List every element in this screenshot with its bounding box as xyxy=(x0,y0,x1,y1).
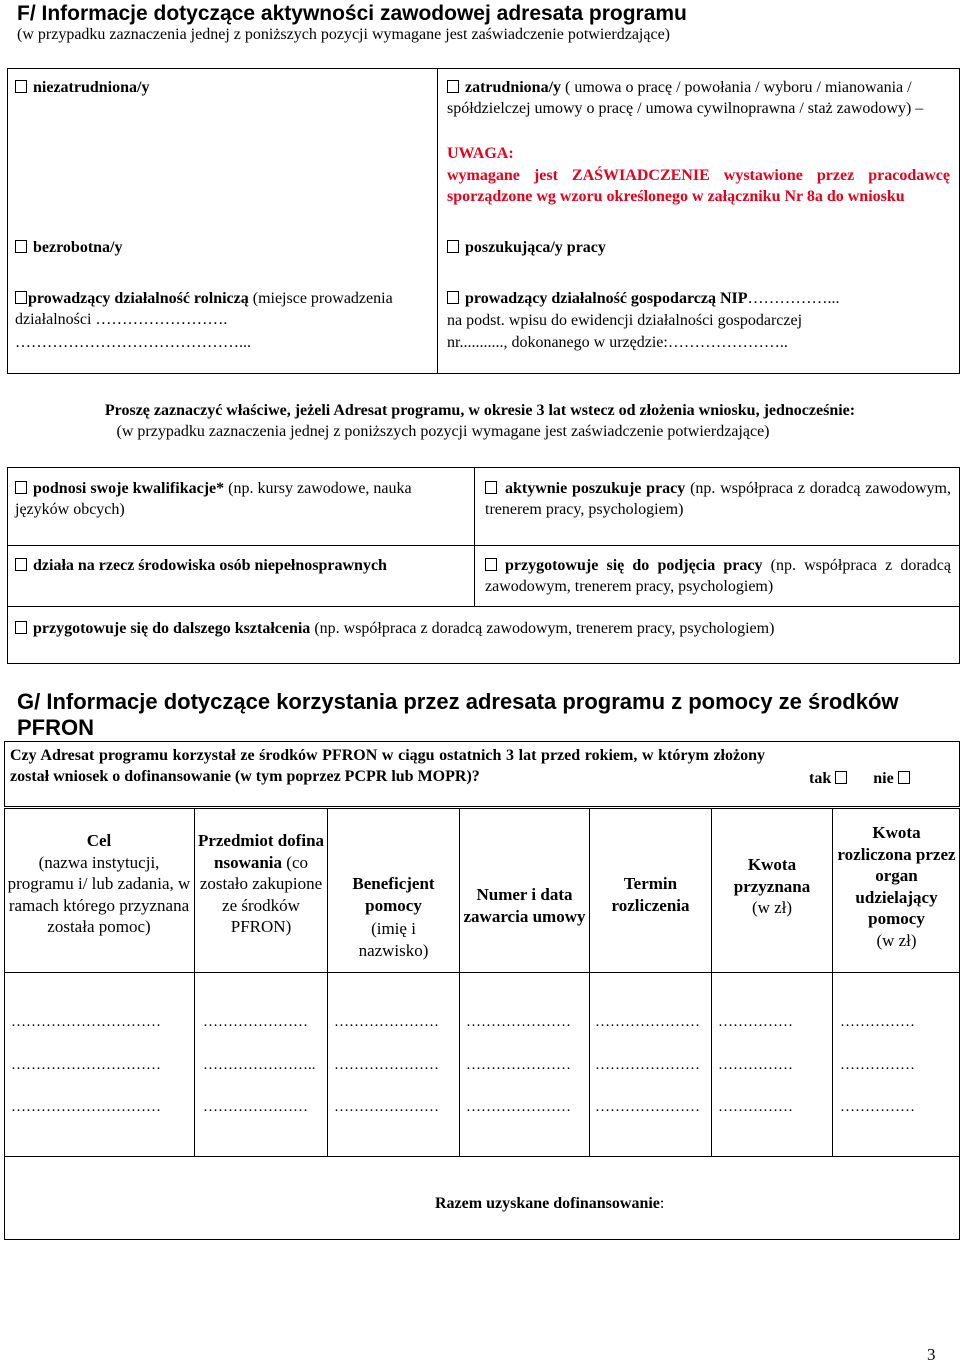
option-business-label: prowadzący działalność gospodarczą NIP xyxy=(465,290,748,307)
table-cell[interactable]: …………… xyxy=(840,1099,915,1115)
option-job-seeking-label: poszukująca/y pracy xyxy=(465,239,606,256)
table-cell[interactable]: ………………………… xyxy=(11,1099,161,1115)
answer-yes-label: tak xyxy=(809,770,832,787)
col-header-contract: Numer i data zawarcia umowy xyxy=(463,885,586,926)
checkbox-icon[interactable] xyxy=(447,291,459,304)
option-farming-label: prowadzący działalność rolniczą xyxy=(28,290,249,307)
table-cell[interactable]: ………………………… xyxy=(11,1014,161,1030)
table-cell[interactable]: ………………………… xyxy=(11,1057,161,1073)
checkbox-icon[interactable] xyxy=(15,481,27,494)
page-number: 3 xyxy=(927,1345,936,1364)
checkbox-icon[interactable] xyxy=(447,240,459,253)
table-cell[interactable]: ………………… xyxy=(203,1014,308,1030)
option-prepares-work[interactable] xyxy=(485,555,951,597)
aid-table-col-line xyxy=(832,808,833,1156)
option-qualifications-label: podnosi swoje kwalifikacje* xyxy=(33,480,225,497)
checkbox-icon[interactable] xyxy=(15,240,27,253)
extra-activity-divider xyxy=(474,467,475,607)
section-g-title: G/ Informacje dotyczące korzystania przez adresata programu z pomocy ze środków PFRON xyxy=(17,689,899,740)
option-community-label: działa na rzecz środowiska osób niepełnosprawnych xyxy=(33,557,387,574)
option-active-search-desc: (np. współpraca z doradcą zawodowym, trenerem pracy, psychologiem) xyxy=(485,480,951,518)
option-employed[interactable] xyxy=(447,77,950,119)
table-cell[interactable]: ………………… xyxy=(334,1014,439,1030)
table-cell[interactable]: ………………… xyxy=(203,1099,308,1115)
checkbox-icon[interactable] xyxy=(15,558,27,571)
section-f-subtitle: (w przypadku zaznaczenia jednej z poniższych pozycji wymagane jest zaświadczenie potwierdzające) xyxy=(17,26,670,43)
warning-label: UWAGA: xyxy=(447,145,514,162)
checkbox-icon[interactable] xyxy=(15,291,27,304)
option-qualifications-desc: (np. kursy zawodowe, nauka języków obcych) xyxy=(15,480,412,518)
warning-text: wymagane jest ZAŚWIADCZENIE wystawione przez pracodawcę sporządzone wg wzoru określonego w załączniku Nr 8a do wniosku xyxy=(447,167,950,205)
col-header-beneficiary: Beneficjent pomocy (imię i nazwisko) xyxy=(352,874,435,960)
business-nip-dots: ……………... xyxy=(747,290,840,307)
business-line-3: nr..........., dokonanego w urzędzie:………………….. xyxy=(447,334,788,351)
option-job-seeking[interactable] xyxy=(447,237,606,258)
table-cell[interactable]: ………………… xyxy=(334,1099,439,1115)
col-header-subject: Przedmiot dofinansowania (co zostało zakupione ze środków PFRON) xyxy=(197,831,325,936)
option-jobless-label: bezrobotna/y xyxy=(33,239,123,256)
section-f-title: F/ Informacje dotyczące aktywności zawodowej adresata programu xyxy=(17,2,687,25)
col-header-amount-settled: Kwota rozliczona przez organ udzielający pomocy (w zł) xyxy=(837,823,956,950)
col-header-settlement-date: Termin rozliczenia xyxy=(611,874,690,915)
option-farming-desc: (miejsce prowadzenia działalności ……………………. xyxy=(15,290,393,328)
option-active-search[interactable] xyxy=(485,478,951,520)
checkbox-icon[interactable] xyxy=(15,80,27,93)
option-active-search-label: aktywnie poszukuje pracy xyxy=(505,480,686,497)
option-business[interactable] xyxy=(447,288,840,309)
option-prepares-work-desc: (np. współpraca z doradcą zawodowym, trenerem pracy, psychologiem) xyxy=(485,557,951,595)
col-header-amount-granted: Kwota przyznana (w zł) xyxy=(733,855,811,917)
checkbox-icon[interactable] xyxy=(447,80,459,93)
table-cell[interactable]: ………………… xyxy=(595,1057,700,1073)
total-financing[interactable]: Razem uzyskane dofinansowanie: xyxy=(435,1195,665,1212)
aid-table-col-line xyxy=(194,808,195,1156)
option-community[interactable] xyxy=(15,555,387,576)
table-cell[interactable]: …………… xyxy=(840,1057,915,1073)
aid-table-header-line xyxy=(4,972,960,973)
business-line-2: na podst. wpisu do ewidencji działalności gospodarczej xyxy=(447,312,803,329)
farming-dots: ……………………………………... xyxy=(15,334,251,351)
table-cell[interactable]: ………………… xyxy=(595,1099,700,1115)
table-cell[interactable]: …………… xyxy=(718,1014,793,1030)
table-cell[interactable]: ………………… xyxy=(466,1057,571,1073)
table-cell[interactable]: ………………….. xyxy=(203,1057,316,1073)
answer-no-label: nie xyxy=(873,770,894,787)
aid-table-col-line xyxy=(459,808,460,1156)
option-qualifications[interactable] xyxy=(15,478,465,520)
pfron-question: Czy Adresat programu korzystał ze środków PFRON w ciągu ostatnich 3 lat przed rokiem, w którym złożony został wniosek o dofinansowanie (w tym poprzez PCPR lub MOPR)? xyxy=(10,747,765,785)
aid-table-total-line xyxy=(4,1156,960,1157)
col-header-purpose: Cel (nazwa instytucji, programu i/ lub zadania, w ramach którego przyznana została pomoc) xyxy=(7,831,191,936)
checkbox-icon[interactable] xyxy=(898,771,910,784)
table-cell[interactable]: …………… xyxy=(718,1099,793,1115)
checkbox-icon[interactable] xyxy=(15,621,27,634)
option-prepares-education-label: przygotowuje się do dalszego kształcenia xyxy=(33,620,311,637)
f2-note: (w przypadku zaznaczenia jednej z poniższych pozycji wymagane jest zaświadczenie potwierdzające) xyxy=(116,423,770,440)
activity-box-divider xyxy=(437,68,438,374)
total-financing-label: Razem uzyskane dofinansowanie xyxy=(435,1195,660,1212)
aid-table-col-line xyxy=(327,808,328,1156)
option-employed-label: zatrudniona/y xyxy=(465,79,562,96)
pfron-answer[interactable] xyxy=(809,768,912,789)
table-cell[interactable]: ………………… xyxy=(466,1099,571,1115)
option-unemployed[interactable] xyxy=(15,77,149,98)
checkbox-icon[interactable] xyxy=(835,771,847,784)
option-prepares-education-desc: (np. współpraca z doradcą zawodowym, trenerem pracy, psychologiem) xyxy=(310,620,775,637)
table-cell[interactable]: …………… xyxy=(840,1014,915,1030)
extra-activity-row-line-2 xyxy=(7,606,960,607)
aid-table-col-line xyxy=(589,808,590,1156)
option-farming[interactable] xyxy=(15,288,425,330)
option-prepares-education[interactable] xyxy=(15,618,774,639)
table-cell[interactable]: ………………… xyxy=(466,1014,571,1030)
f2-question: Proszę zaznaczyć właściwe, jeżeli Adresat programu, w okresie 3 lat wstecz od złożenia wniosku, jednocześnie: xyxy=(104,402,856,419)
option-jobless[interactable] xyxy=(15,237,122,258)
table-cell[interactable]: ………………… xyxy=(595,1014,700,1030)
checkbox-icon[interactable] xyxy=(485,558,497,571)
table-cell[interactable]: …………… xyxy=(718,1057,793,1073)
aid-table-col-line xyxy=(711,808,712,1156)
option-employed-desc: ( umowa o pracę / powołania / wyboru / mianowania / spółdzielczej umowy o pracę / umowa cywilnoprawna / staż zawodowy) – xyxy=(447,79,924,117)
checkbox-icon[interactable] xyxy=(485,481,497,494)
table-cell[interactable]: ………………… xyxy=(334,1057,439,1073)
option-prepares-work-label: przygotowuje się do podjęcia pracy xyxy=(505,557,763,574)
option-unemployed-label: niezatrudniona/y xyxy=(33,79,150,96)
extra-activity-row-line-1 xyxy=(7,545,960,546)
